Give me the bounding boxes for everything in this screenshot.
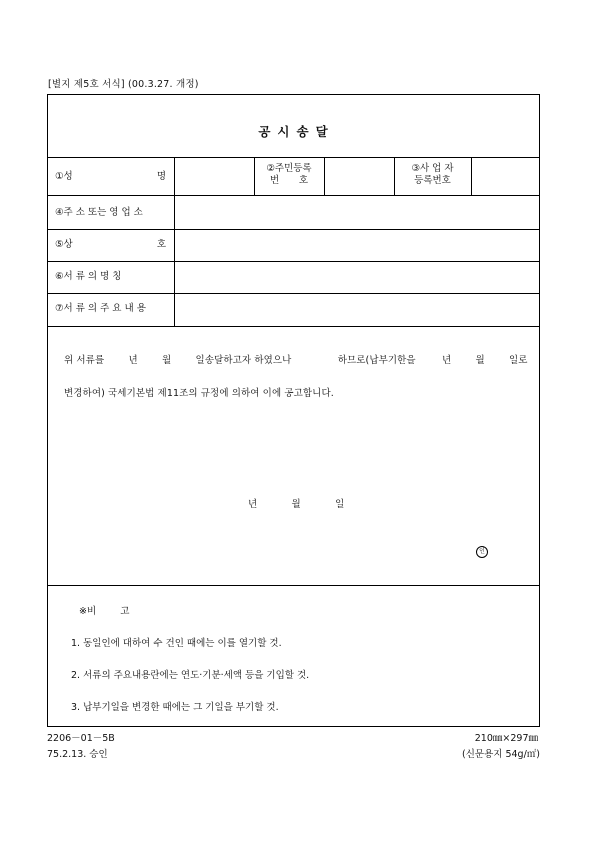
trade-name-label: ⑤상 호 <box>55 239 166 250</box>
name-label: ①성 명 <box>55 171 166 182</box>
form-code: 2206－01－5B <box>47 733 115 744</box>
approval-date: 75.2.13. 승인 <box>47 749 108 760</box>
notice-statement-line2: 변경하여) 국세기본법 제11조의 규정에 의하여 이에 공고합니다. <box>64 388 334 399</box>
row-divider <box>48 585 539 586</box>
column-divider <box>324 157 325 195</box>
document-name-label: ⑥서 류 의 명 칭 <box>55 271 122 282</box>
row-divider <box>48 326 539 327</box>
row-divider <box>48 229 539 230</box>
rrn-label: ②주민등록 번 호 <box>266 163 312 186</box>
form-number-note: [별지 제5호 서식] (00.3.27. 개정) <box>48 79 199 90</box>
column-divider <box>471 157 472 195</box>
public-notice-form <box>47 94 540 727</box>
note-item: 2. 서류의 주요내용란에는 연도·기분·세액 등을 기입할 것. <box>71 670 310 681</box>
row-divider <box>48 157 539 158</box>
business-number-label: ③사 업 자 등록번호 <box>411 163 454 186</box>
row-divider <box>48 261 539 262</box>
seal-mark: 인 <box>476 546 488 558</box>
note-item: 1. 동일인에 대하여 수 건인 때에는 이를 열기할 것. <box>71 638 282 649</box>
row-divider <box>48 195 539 196</box>
address-label: ④주 소 또는 영 업 소 <box>55 207 143 218</box>
paper-type: (신문용지 54g/㎡) <box>462 749 540 760</box>
document-content-label: ⑦서 류 의 주 요 내 용 <box>55 303 146 314</box>
title-row <box>48 95 539 158</box>
note-item: 3. 납부기일을 변경한 때에는 그 기일을 부기할 것. <box>71 702 279 713</box>
notice-date: 년 월 일 <box>248 499 345 510</box>
notes-heading: ※비 고 <box>79 606 130 617</box>
label-column-divider <box>174 157 175 326</box>
notice-statement-line1: 위 서류를 년 월 일송달하고자 하였으나 하므로(납부기한을 년 월 일로 <box>64 355 528 366</box>
row-divider <box>48 293 539 294</box>
form-title: 공시송달 <box>258 124 335 139</box>
paper-size: 210㎜×297㎜ <box>474 733 538 744</box>
